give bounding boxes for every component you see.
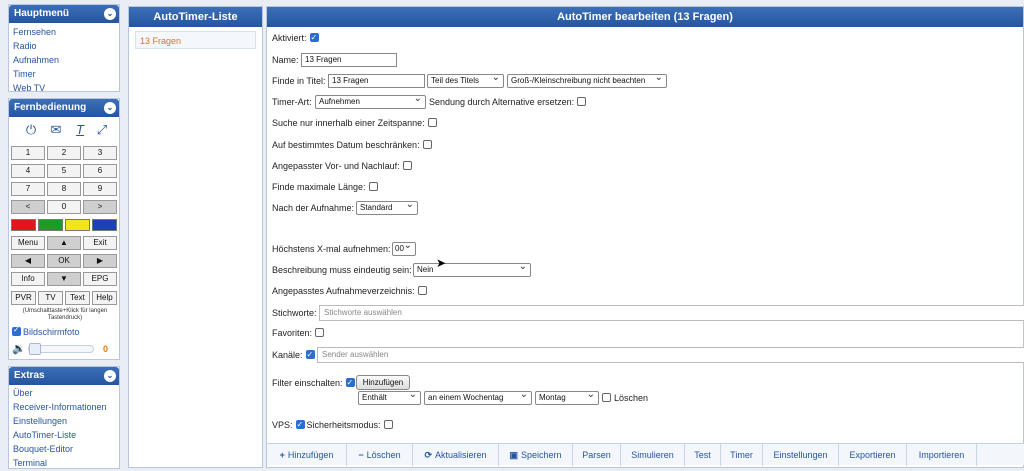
filter-delete-label: Löschen — [614, 393, 649, 403]
menu-item-fernsehen[interactable]: Fernsehen — [13, 27, 57, 37]
unique-label: Beschreibung muss eindeutig sein: — [272, 265, 412, 275]
refresh-icon: ⟳ — [424, 450, 432, 460]
main-menu-header[interactable] — [9, 5, 119, 23]
menu-item-timer[interactable]: Timer — [13, 69, 36, 79]
toolbar-save-button[interactable] — [499, 444, 573, 466]
favorites-row — [272, 325, 324, 341]
vps-label: VPS: — [272, 420, 293, 430]
channels-checkbox[interactable] — [306, 350, 315, 359]
unique-row — [272, 262, 412, 278]
channels-label: Kanäle: — [272, 350, 303, 360]
autotimer-list-title: AutoTimer-Liste — [129, 7, 262, 27]
chevron-down-icon[interactable]: ⌄ — [104, 102, 116, 114]
menu-item-webtv[interactable]: Web TV — [13, 83, 46, 93]
screenshot-label: Bildschirmfoto — [23, 327, 80, 337]
autotimer-list-item[interactable]: 13 Fragen — [135, 31, 256, 49]
name-row — [272, 52, 299, 68]
title-input[interactable]: 13 Fragen — [328, 74, 425, 88]
filter-checkbox[interactable] — [346, 378, 355, 387]
save-icon: ▣ — [509, 450, 518, 460]
mail-icon[interactable]: ✉ — [50, 122, 62, 137]
extras-item-bouquet-editor[interactable]: Bouquet-Editor — [13, 444, 74, 454]
extras-item-receiver-info[interactable]: Receiver-Informationen — [13, 402, 107, 412]
extras-item-ueber[interactable]: Über — [13, 388, 33, 398]
maxlen-row — [272, 179, 378, 195]
extras-item-terminal[interactable]: Terminal — [13, 458, 48, 468]
toolbar-refresh-button[interactable] — [413, 444, 499, 466]
remote-key-8[interactable]: 8 — [47, 182, 81, 196]
filter-mode-select[interactable]: Enthält ⌄ — [358, 391, 421, 405]
toolbar-add-button[interactable] — [267, 444, 347, 466]
remote-key-9[interactable]: 9 — [83, 182, 117, 196]
plus-icon: + — [279, 450, 285, 460]
favorites-label: Favoriten: — [272, 328, 313, 338]
channels-row — [272, 347, 315, 363]
maxrec-row — [272, 241, 391, 257]
toolbar-settings-button[interactable]: Einstellungen — [763, 444, 839, 466]
remote-key-0[interactable]: 0 — [47, 200, 81, 214]
timer-type-select[interactable]: Aufnehmen ⌄ — [315, 95, 426, 109]
autotimer-list-panel — [128, 6, 263, 468]
extras-header[interactable] — [9, 367, 119, 385]
extras-item-settings[interactable]: Einstellungen — [13, 416, 68, 426]
remote-key-red[interactable] — [11, 219, 36, 231]
safe-mode-checkbox[interactable] — [384, 420, 393, 429]
extras-panel — [8, 366, 120, 469]
date-row — [272, 137, 432, 153]
remote-key-1[interactable]: 1 — [11, 146, 45, 160]
filter-add-button[interactable]: Hinzufügen — [356, 375, 410, 390]
remote-key-tv[interactable]: TV — [38, 291, 63, 305]
remote-key-up[interactable]: ▲ — [47, 236, 81, 250]
tags-row — [272, 305, 317, 321]
activated-checkbox[interactable] — [310, 33, 319, 42]
timespan-checkbox[interactable] — [428, 118, 437, 127]
menu-item-aufnahmen[interactable]: Aufnahmen — [13, 55, 60, 65]
maxrec-label: Höchstens X-mal aufnehmen: — [272, 244, 391, 254]
toolbar-export-button[interactable]: Exportieren — [839, 444, 907, 466]
offset-label: Angepasster Vor- und Nachlauf: — [272, 161, 400, 171]
text-icon[interactable]: T — [76, 122, 84, 137]
speaker-icon[interactable]: 🔉 — [12, 343, 26, 355]
menu-item-radio[interactable]: Radio — [13, 41, 37, 51]
filter-delete-checkbox[interactable] — [602, 393, 611, 402]
timespan-row — [272, 115, 437, 131]
remote-key-text[interactable]: Text — [65, 291, 90, 305]
screenshot-option[interactable] — [12, 326, 80, 338]
after-row — [272, 200, 354, 216]
extras-title: Extras — [14, 370, 45, 381]
remote-key-pvr[interactable]: PVR — [11, 291, 36, 305]
name-label: Name: — [272, 55, 299, 65]
remote-key-yellow[interactable] — [65, 219, 90, 231]
remote-key-help[interactable]: Help — [92, 291, 117, 305]
remote-hint: (Umschalttaste+Klick für langen Tastendruck) — [22, 308, 108, 321]
unique-select[interactable]: Nein ⌄ — [413, 263, 531, 277]
timer-type-label: Timer-Art: — [272, 97, 312, 107]
maxrec-select[interactable]: 00 ⌄ — [392, 242, 416, 256]
maxlen-checkbox[interactable] — [369, 182, 378, 191]
remote-key-menu[interactable]: Menu — [11, 236, 45, 250]
activated-row — [272, 30, 319, 46]
screenshot-checkbox[interactable] — [12, 327, 21, 336]
toolbar-save-label: Speichern — [520, 450, 562, 460]
dir-label: Angepasstes Aufnahmeverzeichnis: — [272, 286, 415, 296]
remote-key-green[interactable] — [38, 219, 63, 231]
name-input[interactable]: 13 Fragen — [301, 53, 397, 67]
offset-row — [272, 158, 412, 174]
remote-key-5[interactable]: 5 — [47, 164, 81, 178]
toolbar-test-button[interactable]: Test — [685, 444, 721, 466]
safe-mode-label: Sicherheitsmodus: — [306, 420, 381, 430]
fullscreen-icon[interactable]: ⤢ — [96, 122, 108, 137]
remote-key-down[interactable]: ▼ — [47, 272, 81, 286]
remote-key-prev[interactable]: < — [11, 200, 45, 214]
toolbar-import-button[interactable]: Importieren — [907, 444, 977, 466]
remote-key-right[interactable]: ▶ — [83, 254, 117, 268]
toolbar-timer-button[interactable]: Timer — [721, 444, 763, 466]
remote-key-info[interactable]: Info — [11, 272, 45, 286]
toolbar-delete-label: Löschen — [366, 450, 401, 460]
volume-value: 0 — [103, 344, 109, 354]
date-label: Auf bestimmtes Datum beschränken: — [272, 140, 420, 150]
remote-key-3[interactable]: 3 — [83, 146, 117, 160]
volume-slider-handle[interactable] — [29, 343, 41, 355]
remote-key-epg[interactable]: EPG — [83, 272, 117, 286]
activated-label: Aktiviert: — [272, 33, 307, 43]
remote-key-next[interactable]: > — [83, 200, 117, 214]
autotimer-editor-panel — [266, 6, 1024, 468]
channels-input[interactable]: Sender auswählen — [317, 347, 1024, 363]
title-row — [272, 73, 326, 89]
toolbar-add-label: Hinzufügen — [287, 450, 334, 460]
main-menu-title: Hauptmenü — [14, 8, 69, 19]
extras-item-autotimer-list[interactable]: AutoTimer-Liste — [13, 430, 77, 440]
remote-key-ok[interactable]: OK — [47, 254, 81, 268]
remote-key-exit[interactable]: Exit — [83, 236, 117, 250]
dir-row — [272, 283, 427, 299]
alternative-label: Sendung durch Alternative ersetzen: — [429, 97, 575, 107]
toolbar-delete-button[interactable] — [347, 444, 413, 466]
vps-checkbox[interactable] — [296, 420, 305, 429]
toolbar-simulate-button[interactable]: Simulieren — [621, 444, 685, 466]
filter-delete-row — [599, 390, 648, 406]
after-label: Nach der Aufnahme: — [272, 203, 355, 213]
date-checkbox[interactable] — [423, 140, 432, 149]
after-select[interactable]: Standard ⌄ — [356, 201, 418, 215]
chevron-down-icon[interactable]: ⌄ — [104, 8, 116, 20]
title-label: Finde in Titel: — [272, 76, 326, 86]
tags-input[interactable]: Stichworte auswählen — [319, 305, 1024, 321]
alternative-checkbox[interactable] — [577, 97, 586, 106]
mouse-cursor-icon: ➤ — [436, 256, 447, 270]
favorites-checkbox[interactable] — [315, 328, 324, 337]
remote-key-2[interactable]: 2 — [47, 146, 81, 160]
minus-icon: − — [358, 450, 364, 460]
title-match-select[interactable]: Teil des Titels ⌄ — [427, 74, 504, 88]
maxlen-label: Finde maximale Länge: — [272, 182, 366, 192]
title-case-select[interactable]: Groß-/Kleinschreibung nicht beachten ⌄ — [507, 74, 667, 88]
filter-label: Filter einschalten: — [272, 378, 343, 388]
remote-panel — [8, 98, 120, 360]
main-menu-panel — [8, 4, 120, 92]
toolbar-refresh-label: Aktualisieren — [435, 450, 487, 460]
remote-key-blue[interactable] — [92, 219, 117, 231]
timer-type-row — [272, 94, 312, 110]
editor-toolbar — [267, 443, 1024, 465]
filter-row — [272, 375, 355, 391]
alternative-row — [429, 94, 586, 110]
dir-checkbox[interactable] — [418, 286, 427, 295]
remote-key-4[interactable]: 4 — [11, 164, 45, 178]
chevron-down-icon[interactable]: ⌄ — [104, 370, 116, 382]
remote-title: Fernbedienung — [14, 102, 87, 113]
offset-checkbox[interactable] — [403, 161, 412, 170]
remote-key-6[interactable]: 6 — [83, 164, 117, 178]
filter-where-select[interactable]: an einem Wochentag ⌄ — [424, 391, 532, 405]
editor-title: AutoTimer bearbeiten (13 Fragen) — [267, 7, 1023, 27]
remote-header[interactable] — [9, 99, 119, 117]
tags-label: Stichworte: — [272, 308, 317, 318]
remote-key-left[interactable]: ◀ — [11, 254, 45, 268]
power-icon[interactable]: ⏻ — [25, 122, 37, 137]
toolbar-parse-button[interactable]: Parsen — [573, 444, 621, 466]
filter-day-select[interactable]: Montag ⌄ — [535, 391, 599, 405]
remote-key-7[interactable]: 7 — [11, 182, 45, 196]
volume-slider[interactable] — [28, 345, 94, 353]
vps-row — [272, 417, 393, 433]
timespan-label: Suche nur innerhalb einer Zeitspanne: — [272, 118, 425, 128]
